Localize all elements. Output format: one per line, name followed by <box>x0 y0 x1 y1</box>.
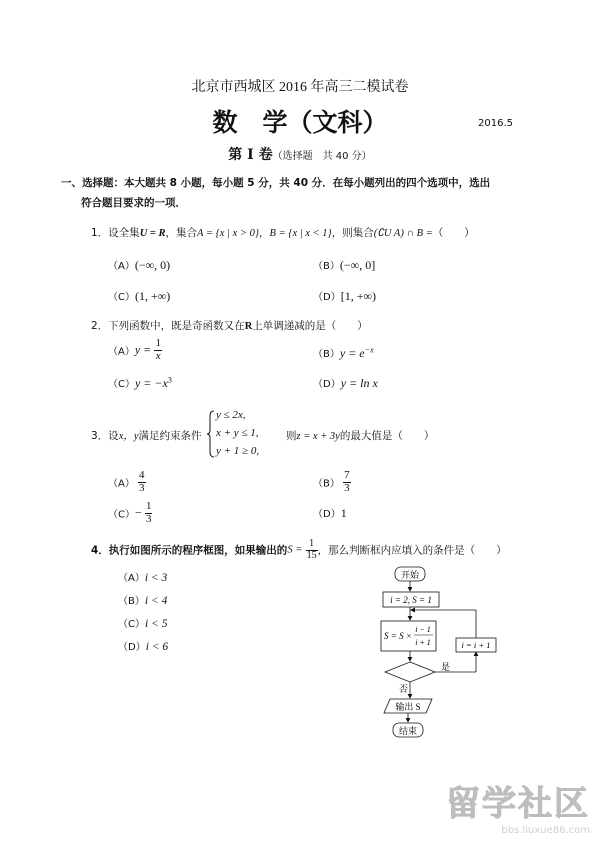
exam-subtitle: 北京市西城区 2016 年高三二模试卷 <box>191 80 409 95</box>
q1-answer-paren: （ ） <box>432 227 475 239</box>
q3-option-b: （B） $\frac{7}{3}$ <box>313 469 350 494</box>
q1-stem <box>91 225 475 240</box>
program-flowchart <box>370 560 510 745</box>
watermark-url: bbs.liuxue86.com <box>501 825 590 836</box>
q1-expression: (∁U A) ∩ B = <box>373 228 433 239</box>
q3-option-d: （D）1 <box>313 506 347 520</box>
q4-option-b: （B）i < 4 <box>118 595 168 607</box>
q2-stem: 2．下列函数中，既是奇函数又在R上单调递减的是（ ） <box>91 320 368 332</box>
watermark-brand: 留学社区 <box>446 784 590 824</box>
q1-sep: ， <box>259 227 270 239</box>
q2-option-d: （D）y = ln x <box>313 376 378 390</box>
q4-option-c: （C）i < 5 <box>118 618 168 630</box>
q1-set-a: A = {x | x > 0} <box>197 228 260 239</box>
section1-line1: 一、选择题：本大题共 8 小题，每小题 5 分，共 40 分．在每小题列出的四个选项中，选出 <box>61 177 491 189</box>
section1-line2: 符合题目要求的一项． <box>81 197 186 209</box>
q3-condition-1: y ≤ 2x, <box>216 409 246 421</box>
q3-system-brace <box>207 410 215 458</box>
volume-label: 第 I 卷 <box>228 147 273 163</box>
q3-objective: z = x + 3y <box>296 431 340 442</box>
flowchart-end-label: 结束 <box>398 726 418 736</box>
q4-option-a: （A）i < 3 <box>118 572 168 584</box>
flowchart-update-s-lhs: S = S × <box>384 631 412 641</box>
flowchart-start-label: 开始 <box>400 570 420 580</box>
q1-universal-set: U = R <box>139 228 166 239</box>
q4-stem: 4．执行如图所示的程序框图，如果输出的S = $\frac{1}{15}$ ，那么判断框内应填入的条件是（ ） <box>91 538 507 561</box>
q2-option-a: （A）y = $\frac{1}{x}$ <box>108 337 161 362</box>
q3-condition-3: y + 1 ≥ 0, <box>216 445 260 457</box>
volume-heading <box>0 144 600 164</box>
flowchart-decision-diamond <box>385 662 435 682</box>
q1-prefix: 1．设全集 <box>91 227 140 239</box>
watermark <box>446 776 590 836</box>
flowchart-update-s-num: i − 1 <box>415 625 431 634</box>
q4-option-d: （D）i < 6 <box>118 641 169 653</box>
q1-mid2: ，则集合 <box>331 227 374 239</box>
q3-condition-2: x + y ≤ 1, <box>216 427 259 439</box>
q1-option-a: （A）(−∞, 0) <box>108 258 171 272</box>
volume-note: （选择题 共 40 分） <box>272 151 372 162</box>
q3-stem-left: 3．设x，y满足约束条件 <box>91 430 202 442</box>
exam-title: 数 学（文科） <box>212 108 388 137</box>
q1-set-b: B = {x | x < 1} <box>269 228 332 239</box>
flowchart-no-label: 否 <box>399 684 409 694</box>
q2-option-c: $(C)y = -x^3$ <box>108 375 172 390</box>
flowchart-update-s-den: i + 1 <box>415 638 431 647</box>
q2-option-b: $(B)y = e^{-x}$ <box>313 345 374 360</box>
q2-real-set: R <box>244 321 253 332</box>
q3-variables: x，y <box>118 431 139 442</box>
flowchart-init-label: i = 2, S = 1 <box>390 595 432 605</box>
flowchart-output-label: 输出 S <box>395 702 421 712</box>
exam-date: 2016.5 <box>478 118 513 129</box>
flowchart-update-i-label: i = i + 1 <box>461 640 491 650</box>
flowchart-yes-label: 是 <box>441 662 451 672</box>
q3-option-a: （A） $\frac{4}{3}$ <box>108 469 145 494</box>
q1-mid1: ，集合 <box>165 227 198 239</box>
q3-stem-right: 则z = x + 3y的最大值是（ ） <box>286 430 435 442</box>
q1-option-c: （C）(1, +∞) <box>108 289 171 303</box>
q3-option-c: （C）− $\frac{1}{3}$ <box>108 500 152 525</box>
q1-option-b: （B）(−∞, 0] <box>313 258 376 272</box>
q1-option-d: （D）[1, +∞) <box>313 289 377 303</box>
